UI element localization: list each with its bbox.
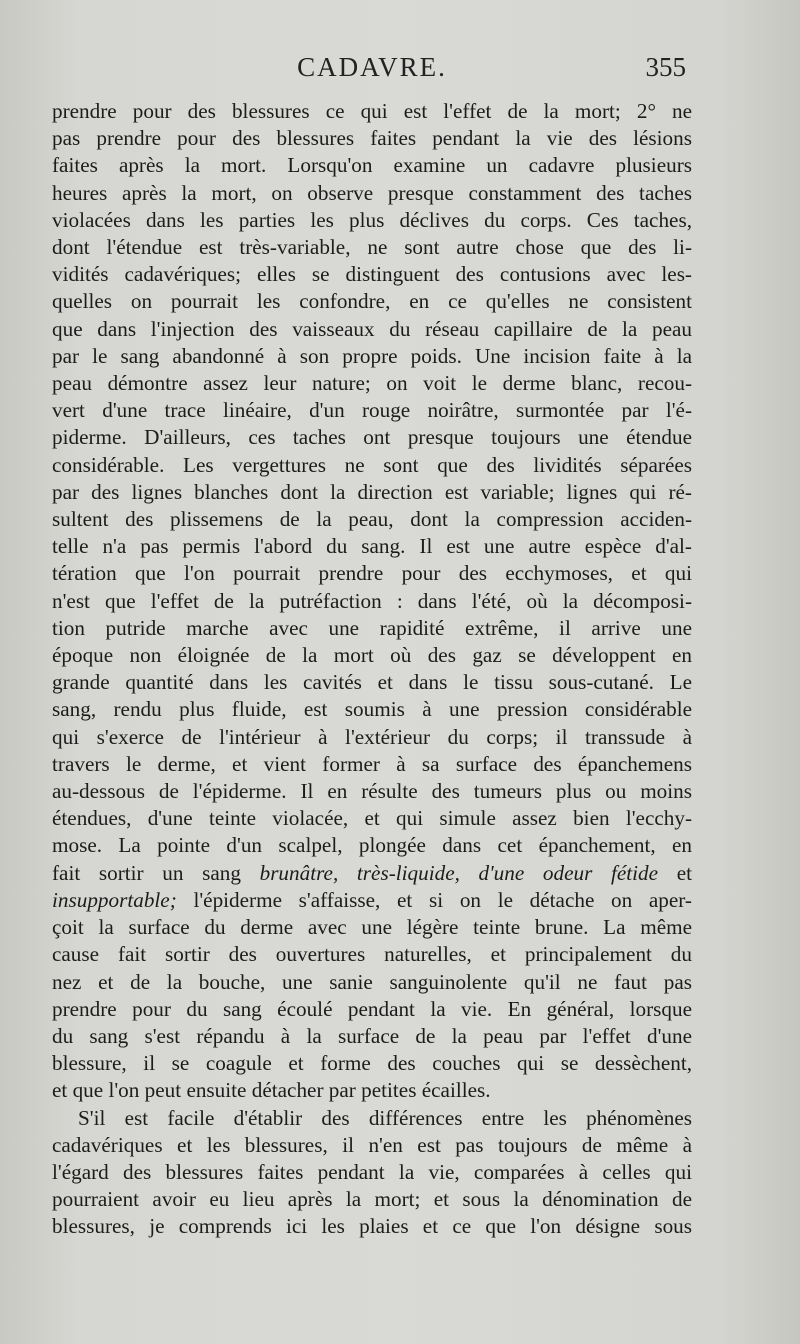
text-line: piderme. D'ailleurs, ces taches ont presque toujours une étendue — [52, 425, 692, 450]
text-line: mose. La pointe d'un scalpel, plongée dans cet épanchement, en — [52, 833, 692, 858]
text-line: n'est que l'effet de la putréfaction : dans l'été, où la décomposi- — [52, 588, 692, 613]
text-line: pourraient avoir eu lieu après la mort; et sous la dénomination de — [52, 1187, 692, 1212]
text-line: sultent des plissemens de la peau, dont la compression acciden- — [52, 507, 692, 532]
text-span: et — [658, 860, 693, 885]
text-line: que dans l'injection des vaisseaux du réseau capillaire de la peau — [52, 316, 692, 341]
text-line: au-dessous de l'épiderme. Il en résulte des tumeurs plus ou moins — [52, 779, 692, 804]
text-line: heures après la mort, on observe presque constamment des taches — [52, 180, 692, 205]
paragraph-2 — [52, 1105, 692, 1241]
text-line: considérable. Les vergettures ne sont que des lividités séparées — [52, 452, 692, 477]
text-line: telle n'a pas permis l'abord du sang. Il est une autre espèce d'al- — [52, 534, 692, 559]
text-line: qui s'exerce de l'intérieur à l'extérieur du corps; il transsude à — [52, 724, 692, 749]
text-line: l'égard des blessures faites pendant la vie, comparées à celles qui — [52, 1159, 692, 1184]
text-line: époque non éloignée de la mort où des gaz se développent en — [52, 643, 692, 668]
text-line: par des lignes blanches dont la direction est variable; lignes qui ré- — [52, 479, 692, 504]
text-line: faites après la mort. Lorsqu'on examine un cadavre plusieurs — [52, 153, 692, 178]
text-line: blessures, je comprends ici les plaies et ce que l'on désigne sous — [52, 1214, 692, 1239]
text-line: quelles on pourrait les confondre, en ce qu'elles ne consistent — [52, 289, 692, 314]
text-line: S'il est facile d'établir des différences entre les phénomènes — [78, 1105, 692, 1130]
body-text — [52, 98, 692, 1241]
text-line-mixed — [52, 887, 692, 914]
text-line: grande quantité dans les cavités et dans le tissu sous-cutané. Le — [52, 670, 692, 695]
text-line: travers le derme, et vient former à sa surface des épanchemens — [52, 751, 692, 776]
text-line: pas prendre pour des blessures faites pendant la vie des lésions — [52, 126, 692, 151]
page-number: 355 — [645, 52, 686, 82]
paragraph-1 — [52, 98, 692, 1105]
text-line: étendues, d'une teinte violacée, et qui simule assez bien l'ecchy- — [52, 806, 692, 831]
text-line: çoit la surface du derme avec une légère teinte brune. La même — [52, 915, 692, 940]
text-line: prendre pour du sang écoulé pendant la vie. En général, lorsque — [52, 996, 692, 1021]
page-header — [52, 52, 692, 92]
italic-text: insupportable; — [52, 887, 177, 912]
text-line-mixed — [52, 860, 692, 887]
text-line: et que l'on peut ensuite détacher par petites écailles. — [52, 1078, 491, 1103]
text-line: du sang s'est répandu à la surface de la peau par l'effet d'une — [52, 1023, 692, 1048]
text-line: par le sang abandonné à son propre poids. Une incision faite à la — [52, 343, 692, 368]
text-line: dont l'étendue est très-variable, ne sont autre chose que des li- — [52, 235, 692, 260]
text-line: violacées dans les parties les plus déclives du corps. Ces taches, — [52, 207, 692, 232]
text-line: cadavériques et les blessures, il n'en est pas toujours de même à — [52, 1132, 692, 1157]
text-line: sang, rendu plus fluide, est soumis à une pression considérable — [52, 697, 692, 722]
text-line: vidités cadavériques; elles se distinguent des contusions avec les- — [52, 262, 692, 287]
text-line: vert d'une trace linéaire, d'un rouge noirâtre, surmontée par l'é- — [52, 398, 692, 423]
text-span: fait sortir un sang — [52, 860, 260, 885]
text-span: l'épiderme s'affaisse, et si on le détache on aper- — [176, 887, 692, 912]
text-line: cause fait sortir des ouvertures naturelles, et principalement du — [52, 942, 692, 967]
italic-text: brunâtre, très-liquide, d'une odeur fétide — [259, 860, 659, 885]
text-line: prendre pour des blessures ce qui est l'effet de la mort; 2° ne — [52, 99, 692, 123]
text-line: tion putride marche avec une rapidité extrême, il arrive une — [52, 615, 692, 640]
text-line: blessure, il se coagule et forme des couches qui se dessèchent, — [52, 1051, 692, 1076]
text-line: nez et de la bouche, une sanie sanguinolente qu'il ne faut pas — [52, 969, 692, 994]
running-title: CADAVRE. — [297, 52, 447, 82]
text-line: tération que l'on pourrait prendre pour des ecchymoses, et qui — [52, 561, 692, 586]
text-line: peau démontre assez leur nature; on voit le derme blanc, recou- — [52, 371, 692, 396]
